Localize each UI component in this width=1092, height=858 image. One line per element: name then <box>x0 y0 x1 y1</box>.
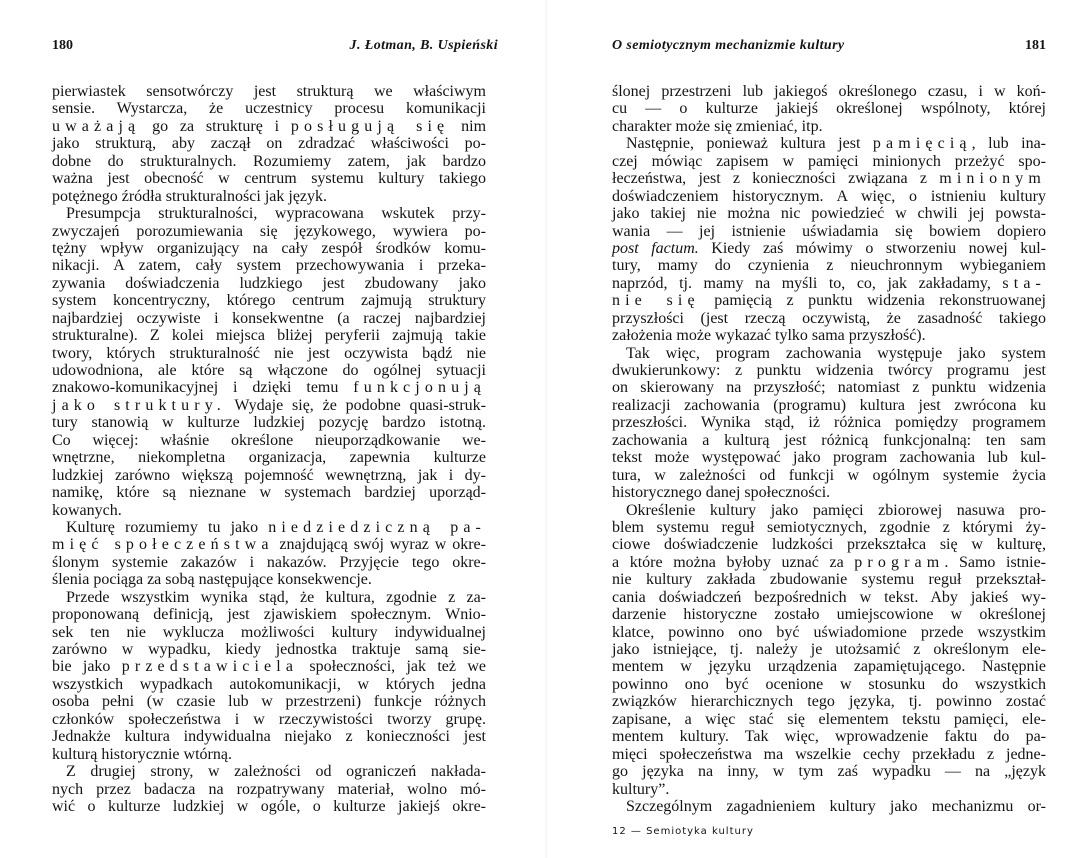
page-number: 180 <box>52 38 73 53</box>
text-line <box>52 240 486 257</box>
line-text <box>52 327 486 344</box>
line-text <box>612 188 1046 205</box>
line-text <box>612 100 1046 117</box>
line-text <box>612 711 1046 728</box>
text-run: on skierowany na przyszłość; natomiast z punktu widzenia <box>612 379 1046 397</box>
text-run: społeczności, jak też we <box>298 658 487 676</box>
text-line <box>612 292 1046 309</box>
text-run: charakter może się zmieniać, itp. <box>612 117 823 135</box>
text-run: ślonej przestrzeni lub jakiegoś określonego czasu, i w koń- <box>612 83 1046 100</box>
text-line <box>52 135 486 152</box>
line-text <box>52 83 486 100</box>
spaced-emphasis: nie się <box>612 292 700 310</box>
line-text <box>52 484 486 501</box>
text-line <box>612 275 1046 292</box>
line-text <box>52 153 486 170</box>
spaced-emphasis: funkcjonują <box>353 379 486 397</box>
text-line <box>52 676 486 693</box>
text-run: założenia może wykazać tylko sama przyszłość). <box>612 327 926 345</box>
line-text <box>52 536 486 553</box>
text-run: strukturalne). Z kolei miejsca bliżej peryferii zajmują takie <box>52 327 486 345</box>
text-run: członków społeczeństwa i w rzeczywistości tworzy grupę. <box>52 710 486 728</box>
line-text <box>612 118 823 135</box>
line-text <box>612 170 1046 187</box>
line-text <box>52 292 486 309</box>
spaced-emphasis: posługują się <box>290 117 450 135</box>
line-text <box>612 257 1046 274</box>
text-line <box>612 327 1046 344</box>
text-run: wić o kulturze ludzkiej w ogóle, o kulturze jakiejś okre- <box>52 797 486 815</box>
text-run: związków hierarchicznych tego języka, tj. powinno zostać <box>612 693 1046 711</box>
text-line <box>612 781 1046 798</box>
line-text <box>612 624 1046 641</box>
text-run: a które można byłoby uznać za <box>612 553 855 571</box>
text-line <box>612 310 1046 327</box>
spaced-emphasis: jako struktury. <box>52 396 226 414</box>
text-run: ludzkiej zarówno większą pojemność wewnętrzną, jak i dy- <box>52 466 486 484</box>
text-run: kulturą historycznie wtórną. <box>52 745 232 763</box>
text-run: Kulturę rozumiemy tu jako <box>66 518 269 536</box>
line-text <box>626 135 1046 152</box>
text-run: Tak więc, program zachowania występuje jako system <box>626 344 1046 362</box>
text-line <box>612 362 1046 379</box>
text-run: dwukierunkowy: z punktu widzenia twórcy programu jest <box>612 362 1046 379</box>
line-text <box>612 432 1046 449</box>
line-text <box>52 414 486 431</box>
text-line <box>612 519 1046 536</box>
text-line <box>612 693 1046 710</box>
text-run: przeszłości. Wynika stąd, iż różnica pomiędzy programem <box>612 414 1046 432</box>
text-line <box>52 606 486 623</box>
right-page <box>546 0 1092 858</box>
text-run: tury, mamy do czynienia z nieuchronnym wybieganiem <box>612 257 1046 275</box>
text-line <box>612 658 1046 675</box>
text-run: zywania doświadczenia ludzkiego jest zbudowany jako <box>52 274 486 292</box>
text-run: kultury”. <box>612 780 670 798</box>
text-line <box>52 83 486 100</box>
line-text <box>612 292 1046 309</box>
text-run: sensie. Wystarcza, że uczestnicy procesu komunikacji <box>52 100 486 118</box>
line-text <box>52 781 486 798</box>
text-line <box>612 728 1046 745</box>
line-text <box>612 589 1046 606</box>
text-run: Określenie kultury jako pamięci zbiorowej nasuwa pro- <box>626 501 1046 519</box>
text-line <box>52 379 486 396</box>
line-text <box>52 449 486 466</box>
text-line <box>612 676 1046 693</box>
text-line <box>612 798 1046 815</box>
text-run: wszystkich wypadkach autokomunikacji, w których jedna <box>52 675 486 693</box>
line-text <box>52 240 486 257</box>
text-run: zarówno w wypadku, kiedy jednostka traktuje samą sie- <box>52 641 486 658</box>
text-line <box>612 432 1046 449</box>
line-text <box>612 746 1046 763</box>
text-line <box>52 327 486 344</box>
line-text <box>612 397 1046 414</box>
text-run: namikę, które są nieznane w systemach bardziej uporząd- <box>52 484 486 502</box>
text-line <box>52 257 486 274</box>
text-line <box>612 606 1046 623</box>
signature-footer: 12 — Semiotyka kultury <box>612 826 754 837</box>
line-text <box>52 135 486 152</box>
text-run: wania — jej istnienie uświadamia się bowiem dopiero <box>612 222 1046 240</box>
text-run: pierwiastek sensotwórczy jest strukturą we właściwym <box>52 83 486 100</box>
text-line <box>612 379 1046 396</box>
text-run: system koncentryczny, którego centrum zajmują struktury <box>52 292 486 310</box>
text-column <box>52 83 486 815</box>
text-line <box>612 711 1046 728</box>
spaced-emphasis: uważają <box>52 117 141 135</box>
text-run: zapisane, a więc stać się elementem tekstu pamięci, ele- <box>612 710 1046 728</box>
text-line <box>612 170 1046 187</box>
line-text <box>612 310 1046 327</box>
text-run: najbardziej oczywiste i konsekwentne (a raczej najbardziej <box>52 309 486 327</box>
text-line <box>52 728 486 745</box>
text-run: potężnego źródła strukturalności jak język. <box>52 187 328 205</box>
text-run: przyszłości (jest rzeczą oczywistą, że zasadność takiego <box>612 309 1046 327</box>
text-line <box>612 135 1046 152</box>
line-text <box>612 554 1046 571</box>
spaced-emphasis: przedstawiciela <box>121 658 299 676</box>
text-run: dobne do strukturalnych. Rozumiemy zatem, jak bardzo <box>52 152 486 170</box>
line-text <box>52 397 486 414</box>
text-run: nie kultury zakłada zbudowanie systemu reguł przekształ- <box>612 571 1046 589</box>
text-run: znajdującą swój wyraz w okre- <box>273 536 486 554</box>
text-line <box>52 188 486 205</box>
text-line <box>52 624 486 641</box>
text-run: wnętrzne, niekompletna organizacja, zapewnia kulturze <box>52 449 486 467</box>
text-line <box>52 693 486 710</box>
text-line <box>612 223 1046 240</box>
text-line <box>52 170 486 187</box>
line-text <box>612 484 830 501</box>
text-run: udowodniona, ale które są włączone do ogólnej sytuacji <box>52 362 486 379</box>
line-text <box>52 658 486 675</box>
line-text <box>52 223 486 240</box>
text-run: tury stanowią w kulturze ludzkiej pozycję bardzo istotną. <box>52 414 486 432</box>
text-line <box>612 467 1046 484</box>
text-line <box>52 432 486 449</box>
text-line <box>52 781 486 798</box>
line-text <box>612 275 1046 292</box>
text-run: tekst może występować jako program zachowania lub kul- <box>612 449 1046 467</box>
spaced-emphasis: program <box>854 553 945 571</box>
text-line <box>52 536 486 553</box>
text-line <box>52 223 486 240</box>
text-line <box>612 536 1046 553</box>
line-text <box>52 676 486 693</box>
text-line <box>612 641 1046 658</box>
text-line <box>52 362 486 379</box>
line-text <box>52 624 486 641</box>
line-text <box>612 362 1046 379</box>
line-text <box>52 257 486 274</box>
spaced-emphasis: sta- <box>1002 274 1046 292</box>
text-run: Wydaje się, że podobne quasi-struk- <box>225 396 486 414</box>
text-line <box>612 153 1046 170</box>
text-line <box>612 257 1046 274</box>
text-run: łeczeństwa, jest z konieczności związana z <box>612 170 940 188</box>
text-line <box>52 467 486 484</box>
line-text <box>612 83 1046 100</box>
text-run: proponowaną definicją, jest zjawiskiem społecznym. Wnio- <box>52 606 486 624</box>
line-text <box>612 728 1046 745</box>
text-line <box>52 449 486 466</box>
text-line <box>612 502 1046 519</box>
text-run: ciowe doświadczenie ludzkości przekształca się w kulturę, <box>612 536 1046 554</box>
text-line <box>52 118 486 135</box>
text-run: ślonym systemie zakazów i nakazów. Przyjęcie tego okre- <box>52 553 486 571</box>
spaced-emphasis: niedziedziczną pa- <box>268 518 486 536</box>
line-text <box>66 589 486 606</box>
line-text <box>612 205 1046 222</box>
text-run: twory, których strukturalność nie jest oczywista bądź nie <box>52 344 486 362</box>
line-text <box>52 170 486 187</box>
text-run: cania doświadczeń bezpośrednich w tekst. Aby jakieś wy- <box>612 588 1046 606</box>
line-text <box>52 362 486 379</box>
spaced-emphasis: mięć społeczeństwa <box>52 536 274 554</box>
text-line <box>612 763 1046 780</box>
text-line <box>612 345 1046 362</box>
text-line <box>52 589 486 606</box>
text-line <box>612 100 1046 117</box>
text-line <box>612 571 1046 588</box>
line-text <box>66 205 486 222</box>
text-line <box>612 240 1046 257</box>
text-run: mentem w języku urządzenia zapamiętującego. Następnie <box>612 658 1046 676</box>
text-run: darzenie historyczne zostało umiejscowione w określonej <box>612 606 1046 624</box>
line-text <box>52 554 486 571</box>
text-line <box>612 397 1046 414</box>
text-line <box>612 188 1046 205</box>
text-run: Następnie, ponieważ kultura jest <box>626 135 873 153</box>
text-run: naprzód, tj. mamy na myśli to, co, jak zakładamy, <box>612 274 1003 292</box>
text-run: go za strukturę i <box>140 117 291 135</box>
text-line <box>612 205 1046 222</box>
text-run: mentem kultury. Tak więc, wprowadzenie faktu do pa- <box>612 728 1046 746</box>
line-text <box>52 746 232 763</box>
line-text <box>612 327 926 344</box>
text-run: osoba pełni (w czasie lub w przestrzeni) funkcje różnych <box>52 693 486 711</box>
text-run: powinno ono być ocenione w stosunku do wszystkich <box>612 675 1046 693</box>
text-line <box>52 641 486 658</box>
line-text <box>52 432 486 449</box>
text-line <box>52 484 486 501</box>
text-run: . Samo istnie- <box>944 553 1046 571</box>
text-line <box>52 275 486 292</box>
text-line <box>52 414 486 431</box>
text-run: mięci społeczeństwa ma wszelkie cechy przekładu z jedne- <box>612 745 1046 763</box>
line-text <box>626 798 1046 815</box>
text-run: tężny wpływ organizujący na cały zespół środków komu- <box>52 239 486 257</box>
text-line <box>612 484 1046 501</box>
text-run: sek ten nie wyklucza możliwości kultury indywidualnej <box>52 623 486 641</box>
text-line <box>52 502 486 519</box>
line-text <box>52 571 372 588</box>
line-text <box>52 502 122 519</box>
text-run: klatce, powinno ono być uświadomione przede wszystkim <box>612 623 1046 641</box>
text-run: Z drugiej strony, w zależności od ograniczeń nakłada- <box>66 763 486 781</box>
text-line <box>52 746 486 763</box>
text-run: jako strukturą, aby zaczął on zdradzać właściwości po- <box>52 135 486 153</box>
text-run: jako takiej nie można nic powiedzieć w chwili jej powsta- <box>612 205 1046 223</box>
line-text <box>52 188 327 205</box>
text-line <box>612 554 1046 571</box>
text-line <box>612 118 1046 135</box>
text-run: czej mówiąc zapisem w pamięci minionych przeżyć spo- <box>612 152 1046 170</box>
text-line <box>52 658 486 675</box>
line-text <box>612 676 1046 693</box>
text-run: zachowania a kulturą jest różnicą funkcjonalną: ten sam <box>612 431 1046 449</box>
text-run: nych przez badacza na rozpatrywany materiał, wolno mó- <box>52 780 486 798</box>
text-line <box>612 83 1046 100</box>
text-line <box>52 554 486 571</box>
italic-text: post factum. <box>612 239 699 257</box>
text-run: Kiedy zaś mówimy o stworzeniu nowej kul- <box>698 239 1047 257</box>
text-run: kowanych. <box>52 501 122 519</box>
line-text <box>52 641 486 658</box>
text-run: Jednakże kultura indywidualna niejako z konieczności jest <box>52 728 486 746</box>
text-run: znakowo-komunikacyjnej i dzięki temu <box>52 379 354 397</box>
line-text <box>612 641 1046 658</box>
text-run: cu — o kulturze jakiejś określonej wspólnoty, której <box>612 100 1046 118</box>
spaced-emphasis: minionym <box>939 170 1046 188</box>
line-text <box>52 798 486 815</box>
line-text <box>52 606 486 623</box>
text-run: , lub ina- <box>971 135 1046 153</box>
line-text <box>612 414 1046 431</box>
text-run: doświadczeniem historycznym. A więc, o istnieniu kultury <box>612 187 1046 205</box>
line-text <box>612 379 1046 396</box>
line-text <box>612 467 1046 484</box>
text-run: tura, w zależności od funkcji w ogólnym systemie życia <box>612 466 1046 484</box>
text-line <box>52 711 486 728</box>
text-column <box>612 83 1046 815</box>
line-text <box>612 606 1046 623</box>
text-line <box>52 763 486 780</box>
line-text <box>612 781 669 798</box>
text-run: ślenia pociąga za sobą następujące konsekwencje. <box>52 571 372 589</box>
text-line <box>52 153 486 170</box>
text-line <box>52 292 486 309</box>
line-text <box>612 223 1046 240</box>
line-text <box>52 467 486 484</box>
line-text <box>66 519 486 536</box>
line-text <box>52 693 486 710</box>
line-text <box>612 658 1046 675</box>
spaced-emphasis: pamięcią <box>872 135 972 153</box>
text-line <box>612 746 1046 763</box>
text-line <box>52 519 486 536</box>
text-run: zwyczajeń porozumiewania się językowego, wywiera po- <box>52 222 486 240</box>
line-text <box>52 379 486 396</box>
text-run: bie jako <box>52 658 122 676</box>
text-run: realizacji zachowania (programu) kultura jest zwrócona ku <box>612 396 1046 414</box>
line-text <box>626 502 1046 519</box>
text-run: Presumpcja strukturalności, wypracowana wskutek przy- <box>66 205 486 223</box>
text-line <box>612 414 1046 431</box>
line-text <box>612 153 1046 170</box>
text-run: go języka na inny, w tym zaś wypadku — na „język <box>612 763 1046 781</box>
line-text <box>52 118 486 135</box>
text-run: Przede wszystkim wynika stąd, że kultura, zgodnie z za- <box>66 588 486 606</box>
text-line <box>612 624 1046 641</box>
running-head: J. Łotman, B. Uspieński <box>349 38 498 53</box>
text-run: pamięcią z punktu widzenia rekonstruowanej <box>699 292 1046 310</box>
line-text <box>52 711 486 728</box>
text-line <box>52 100 486 117</box>
text-line <box>612 449 1046 466</box>
page-number: 181 <box>1025 38 1046 53</box>
text-line <box>52 397 486 414</box>
line-text <box>52 728 486 745</box>
text-run: nim <box>449 117 487 135</box>
text-run: ważna jest obecność w centrum systemu kultury takiego <box>52 170 486 188</box>
line-text <box>612 240 1046 257</box>
text-line <box>52 571 486 588</box>
line-text <box>626 345 1046 362</box>
line-text <box>52 275 486 292</box>
text-line <box>612 589 1046 606</box>
line-text <box>612 571 1046 588</box>
line-text <box>612 763 1046 780</box>
line-text <box>612 693 1046 710</box>
line-text <box>612 449 1046 466</box>
line-text <box>52 345 486 362</box>
text-run: nikacji. A zatem, cały system przechowywania i przeka- <box>52 257 486 275</box>
text-line <box>52 205 486 222</box>
line-text <box>52 100 486 117</box>
line-text <box>612 536 1046 553</box>
text-run: blem systemu reguł semiotycznych, zgodnie z którymi ży- <box>612 518 1046 536</box>
text-run: Co więcej: właśnie określone nieuporządkowanie we- <box>52 431 486 449</box>
line-text <box>612 519 1046 536</box>
line-text <box>52 310 486 327</box>
text-run: historycznego danej społeczności. <box>612 484 831 502</box>
text-line <box>52 310 486 327</box>
text-run: jako istniejące, tj. należy je utożsamić z określonym ele- <box>612 641 1046 658</box>
text-line <box>52 345 486 362</box>
text-run: Szczególnym zagadnieniem kultury jako mechanizmu or- <box>626 797 1046 815</box>
text-line <box>52 798 486 815</box>
running-head: O semiotycznym mechanizmie kultury <box>612 38 845 53</box>
line-text <box>66 763 486 780</box>
